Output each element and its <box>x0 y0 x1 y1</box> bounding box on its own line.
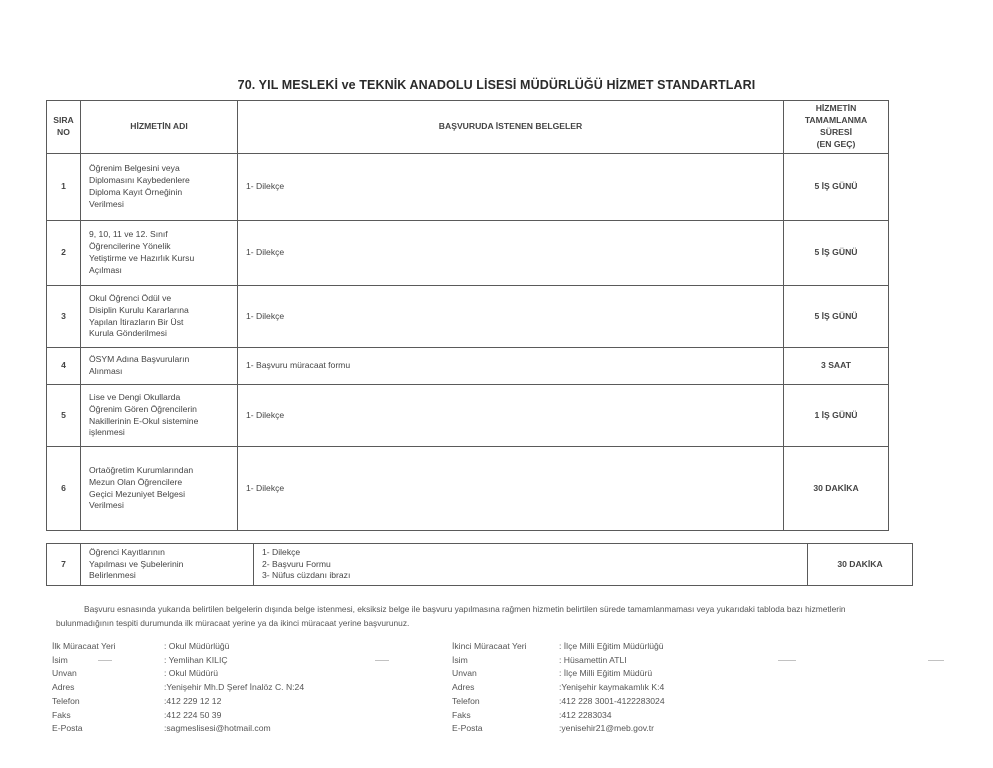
service-name-line: Öğrenim Gören Öğrencilerin <box>89 403 197 414</box>
contact-row <box>52 654 304 668</box>
service-name-line: Verilmesi <box>89 198 124 209</box>
contact-value: : Hüsamettin ATLI <box>559 654 627 665</box>
service-name-line: Geçici Mezuniyet Belgesi <box>89 488 186 499</box>
contact-value: : Okul Müdürlüğü <box>164 641 230 651</box>
header-service-name: HİZMETİN ADI <box>81 101 238 154</box>
scan-artifact <box>928 660 944 661</box>
scan-artifact <box>98 660 112 661</box>
service-name-line: Diplomasını Kaybedenlere <box>89 175 190 186</box>
document-item: 1- Dilekçe <box>246 310 285 321</box>
contact-label: Unvan <box>52 668 77 679</box>
contact-row <box>452 640 665 654</box>
service-name-line: Belirlenmesi <box>89 570 136 581</box>
contact-row <box>52 681 304 695</box>
service-name-line: Açılması <box>89 264 122 275</box>
header-sira-no <box>47 101 81 154</box>
service-name-line: Öğrenci Kayıtlarının <box>89 546 165 557</box>
contact-row <box>452 709 665 723</box>
table-row <box>47 385 889 447</box>
contact-label: Adres <box>452 682 475 693</box>
contact-value: : İlçe Milli Eğitim Müdürlüğü <box>559 641 664 651</box>
contact-label: İsim <box>452 654 468 665</box>
completion-time: 30 DAKİKA <box>808 544 913 586</box>
required-documents <box>238 348 784 385</box>
contact-row <box>452 667 665 681</box>
scan-artifact <box>375 660 389 661</box>
contact-row <box>52 667 304 681</box>
service-name-line: Verilmesi <box>89 500 124 511</box>
completion-time: 3 SAAT <box>784 348 889 385</box>
table-row <box>47 447 889 531</box>
header-duration-line: HİZMETİN <box>815 103 857 114</box>
table-row <box>47 154 889 221</box>
contact-label: İsim <box>52 654 68 665</box>
contact-row <box>52 722 304 736</box>
completion-time: 5 İŞ GÜNÜ <box>784 221 889 286</box>
contact-row <box>452 681 665 695</box>
row-number: 2 <box>47 221 81 286</box>
service-name <box>81 544 254 586</box>
header-sira-line: SIRA <box>53 115 74 126</box>
contact-label: Telefon <box>52 695 80 706</box>
contact-label: E-Posta <box>52 723 83 734</box>
required-documents <box>254 544 808 586</box>
completion-time: 30 DAKİKA <box>784 447 889 531</box>
required-documents <box>238 286 784 348</box>
contact-value: :Yenişehir kaymakamlık K:4 <box>559 682 665 693</box>
contact-value: :412 224 50 39 <box>164 709 222 720</box>
service-name-line: Yapılan İtirazların Bir Üst <box>89 316 184 327</box>
row-number: 3 <box>47 286 81 348</box>
table-row <box>47 544 913 586</box>
document-title: 70. YIL MESLEKİ ve TEKNİK ANADOLU LİSESİ MÜDÜRLÜĞÜ HİZMET STANDARTLARI <box>237 78 756 92</box>
contact-label: E-Posta <box>452 723 483 734</box>
service-name <box>81 447 238 531</box>
contact-label: Faks <box>452 709 471 720</box>
required-documents <box>238 154 784 221</box>
completion-time: 5 İŞ GÜNÜ <box>784 154 889 221</box>
service-name-line: Mezun Olan Öğrencilere <box>89 476 183 487</box>
contact-label: Faks <box>52 709 71 720</box>
row-number: 6 <box>47 447 81 531</box>
contact-value: : Okul Müdürü <box>164 668 218 679</box>
first-application-contact <box>52 640 304 736</box>
service-name <box>81 154 238 221</box>
header-duration-line: SÜRESİ <box>820 127 852 137</box>
required-documents <box>238 447 784 531</box>
contact-value: :Yenişehir Mh.D Şeref İnalöz C. N:24 <box>164 682 305 693</box>
required-documents <box>238 385 784 447</box>
service-name-line: Okul Öğrenci Ödül ve <box>89 292 172 303</box>
service-name <box>81 385 238 447</box>
header-duration-line: (EN GEÇ) <box>816 138 856 149</box>
service-name-line: Alınması <box>89 366 123 376</box>
contact-row <box>52 709 304 723</box>
document-item: 1- Başvuru müracaat formu <box>246 360 351 371</box>
document-item: 1- Dilekçe <box>246 247 285 258</box>
document-item: 1- Dilekçe <box>246 181 285 192</box>
header-no-line: NO <box>57 127 70 137</box>
contact-value: : İlçe Milli Eğitim Müdürü <box>559 668 653 679</box>
contact-row <box>452 654 665 668</box>
contact-row <box>52 695 304 709</box>
service-name-line: ÖSYM Adına Başvuruların <box>89 354 190 365</box>
service-name-line: Diploma Kayıt Örneğinin <box>89 187 183 197</box>
document-item: 1- Dilekçe <box>246 409 285 420</box>
document-item: 3- Nüfus cüzdanı ibrazı <box>262 570 351 581</box>
service-name <box>81 348 238 385</box>
complaint-note: Başvuru esnasında yukarıda belirtilen belgelerin dışında belge istenmesi, eksiksiz belge ile başvuru yapılmasına rağmen hizmetin belirtilen sürede tamamlanmaması veya yukarıdaki tabloda bazı hizmetlerin bulunmadığının tespiti durumunda ilk müracaat yerine ya da ikinci müracaat yerine başvurunuz. <box>56 604 846 628</box>
service-name-line: Nakillerinin E-Okul sistemine <box>89 415 199 426</box>
header-required-documents: BAŞVURUDA İSTENEN BELGELER <box>238 101 784 154</box>
table-row <box>47 221 889 286</box>
contact-label: Unvan <box>452 668 477 679</box>
contact-value: :yenisehir21@meb.gov.tr <box>559 723 655 734</box>
header-duration-line: TAMAMLANMA <box>804 115 868 126</box>
contact-value: :412 229 12 12 <box>164 695 222 706</box>
service-name-line: Ortaöğretim Kurumlarından <box>89 464 194 475</box>
service-name-line: işlenmesi <box>89 427 125 438</box>
contact-label: Telefon <box>452 695 480 706</box>
contact-label: İkinci Müracaat Yeri <box>452 641 527 651</box>
service-standards-table-continued <box>46 543 913 586</box>
service-name <box>81 286 238 348</box>
contact-label: İlk Müracaat Yeri <box>52 641 116 651</box>
required-documents <box>238 221 784 286</box>
service-name <box>81 221 238 286</box>
completion-time: 1 İŞ GÜNÜ <box>784 385 889 447</box>
table-row <box>47 286 889 348</box>
service-name-line: Disiplin Kurulu Kararlarına <box>89 304 189 315</box>
scan-artifact <box>778 660 796 661</box>
service-standards-table <box>46 100 889 531</box>
second-application-contact <box>452 640 665 736</box>
contact-value: :412 2283034 <box>559 709 612 720</box>
service-name-line: Öğrencilerine Yönelik <box>89 241 171 252</box>
service-name-line: 9, 10, 11 ve 12. Sınıf <box>89 229 168 240</box>
contact-row <box>452 695 665 709</box>
header-completion-time <box>784 101 889 154</box>
service-name-line: Öğrenim Belgesini veya <box>89 163 180 174</box>
row-number: 1 <box>47 154 81 221</box>
contact-label: Adres <box>52 682 75 693</box>
document-item: 2- Başvuru Formu <box>262 558 331 569</box>
service-name-line: Yetiştirme ve Hazırlık Kursu <box>89 253 195 263</box>
contact-row <box>452 722 665 736</box>
document-item: 1- Dilekçe <box>246 482 285 493</box>
service-name-line: Kurula Gönderilmesi <box>89 328 167 339</box>
row-number: 7 <box>47 544 81 586</box>
contact-value: :412 228 3001-4122283024 <box>559 695 665 706</box>
row-number: 4 <box>47 348 81 385</box>
document-item: 1- Dilekçe <box>262 546 301 557</box>
contact-row <box>52 640 304 654</box>
table-body <box>47 154 889 531</box>
contact-value: :sagmeslisesi@hotmail.com <box>164 723 271 734</box>
service-name-line: Lise ve Dengi Okullarda <box>89 391 181 402</box>
table-row <box>47 348 889 385</box>
completion-time: 5 İŞ GÜNÜ <box>784 286 889 348</box>
table-header-row <box>47 101 889 154</box>
contact-value: : Yemlihan KILIÇ <box>164 654 228 665</box>
row-number: 5 <box>47 385 81 447</box>
service-name-line: Yapılması ve Şubelerinin <box>89 558 184 569</box>
